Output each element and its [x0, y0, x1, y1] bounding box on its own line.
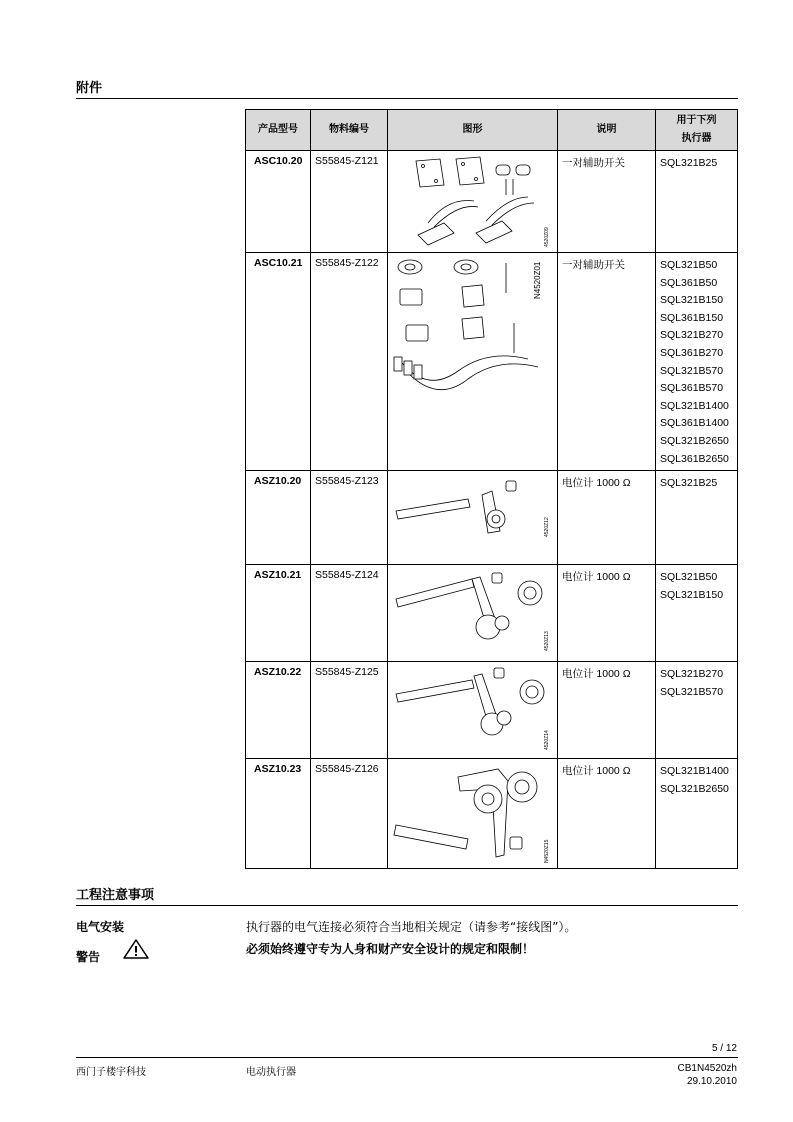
table-row	[246, 565, 738, 662]
row-part-no: S55845-Z122	[311, 253, 388, 471]
table-header-row	[246, 110, 738, 151]
warning-text: 必须始终遵守专为人身和财产安全设计的规定和限制！	[246, 942, 535, 956]
row-part-no: S55845-Z125	[311, 662, 388, 759]
actuator-item: SQL361B2650	[660, 452, 729, 465]
aux-switch-set-figure	[388, 253, 556, 463]
row-part-no: S55845-Z123	[311, 471, 388, 565]
row-actuators	[656, 471, 738, 565]
header-part-no: 物料编号	[311, 110, 388, 151]
footer-product: 电动执行器	[246, 1067, 296, 1078]
figure-code: 4520Z09	[544, 227, 550, 247]
table-row	[246, 151, 738, 253]
section-rule	[76, 98, 738, 99]
electrical-text: 执行器的电气连接必须符合当地相关规定（请参考“接线图”）。	[246, 920, 577, 934]
actuator-item: SQL361B270	[660, 346, 724, 359]
row-part-no: S55845-Z124	[311, 565, 388, 662]
header-actuator-line1: 用于下列	[676, 115, 717, 127]
actuator-item: SQL321B150	[660, 294, 724, 307]
footer-date: 29.10.2010	[686, 1076, 737, 1087]
row-figure	[388, 565, 558, 662]
row-type: ASZ10.23	[246, 759, 311, 869]
row-desc: 电位计 1000 Ω	[558, 662, 656, 759]
actuator-item: SQL321B2650	[660, 434, 729, 447]
actuator-item: SQL361B1400	[660, 417, 729, 430]
actuator-item: SQL321B150	[660, 588, 724, 601]
figure-code: N4520Z15	[544, 839, 550, 864]
footer-company: 西门子楼宇科技	[76, 1067, 146, 1078]
row-desc: 电位计 1000 Ω	[558, 471, 656, 565]
warning-label: 警告	[76, 950, 101, 964]
row-desc: 电位计 1000 Ω	[558, 759, 656, 869]
row-actuators	[656, 565, 738, 662]
warning-triangle-icon	[122, 938, 150, 960]
header-type: 产品型号	[246, 110, 311, 151]
section-rule	[76, 905, 738, 906]
actuator-item: SQL321B1400	[660, 765, 729, 778]
table-row	[246, 662, 738, 759]
row-actuators	[656, 253, 738, 471]
row-type: ASZ10.21	[246, 565, 311, 662]
row-type: ASC10.21	[246, 253, 311, 471]
table-row	[246, 253, 738, 471]
row-figure	[388, 253, 558, 471]
actuator-item: SQL361B150	[660, 311, 724, 324]
row-figure	[388, 759, 558, 869]
page-number: 5 / 12	[711, 1043, 737, 1054]
actuator-item: SQL361B570	[660, 382, 724, 395]
actuator-item: SQL321B25	[660, 477, 718, 490]
figure-code: 4520Z12	[544, 517, 550, 538]
figure-code: 4520Z13	[544, 631, 550, 652]
actuator-item: SQL361B50	[660, 276, 718, 289]
table-row	[246, 759, 738, 869]
electrical-label: 电气安装	[76, 920, 125, 934]
actuator-item: SQL321B25	[660, 157, 718, 169]
row-type: ASZ10.22	[246, 662, 311, 759]
aux-switch-figure	[388, 151, 556, 251]
footer-doc-id: CB1N4520zh	[677, 1063, 737, 1074]
accessories-table	[245, 109, 738, 869]
row-actuators	[656, 759, 738, 869]
row-desc: 一对辅助开关	[558, 253, 656, 471]
row-actuators	[656, 151, 738, 253]
row-figure	[388, 151, 558, 253]
row-type: ASC10.20	[246, 151, 311, 253]
row-actuators	[656, 662, 738, 759]
row-desc: 电位计 1000 Ω	[558, 565, 656, 662]
row-type: ASZ10.20	[246, 471, 311, 565]
actuator-item: SQL321B570	[660, 364, 724, 377]
footer-rule	[76, 1057, 738, 1058]
figure-code: N4520Z01	[533, 261, 542, 299]
header-figure: 图形	[388, 110, 558, 151]
section-title-notes: 工程注意事项	[76, 888, 155, 903]
table-row	[246, 471, 738, 565]
header-desc: 说明	[558, 110, 656, 151]
actuator-item: SQL321B50	[660, 571, 718, 584]
row-figure	[388, 471, 558, 565]
actuator-item: SQL321B2650	[660, 782, 729, 795]
header-actuator	[656, 110, 738, 151]
header-actuator-line2: 执行器	[681, 133, 712, 144]
actuator-item: SQL321B570	[660, 685, 724, 698]
figure-code: 4520Z14	[544, 730, 550, 751]
actuator-item: SQL321B50	[660, 259, 718, 271]
potentiometer-figure	[388, 471, 556, 563]
row-part-no: S55845-Z126	[311, 759, 388, 869]
row-part-no: S55845-Z121	[311, 151, 388, 253]
section-title-accessories: 附件	[76, 81, 103, 96]
row-desc: 一对辅助开关	[558, 151, 656, 253]
row-figure	[388, 662, 558, 759]
potentiometer-figure	[388, 759, 556, 867]
actuator-item: SQL321B270	[660, 329, 724, 342]
actuator-item: SQL321B270	[660, 668, 724, 681]
potentiometer-figure	[388, 662, 556, 757]
potentiometer-figure	[388, 565, 556, 660]
actuator-item: SQL321B1400	[660, 399, 729, 412]
